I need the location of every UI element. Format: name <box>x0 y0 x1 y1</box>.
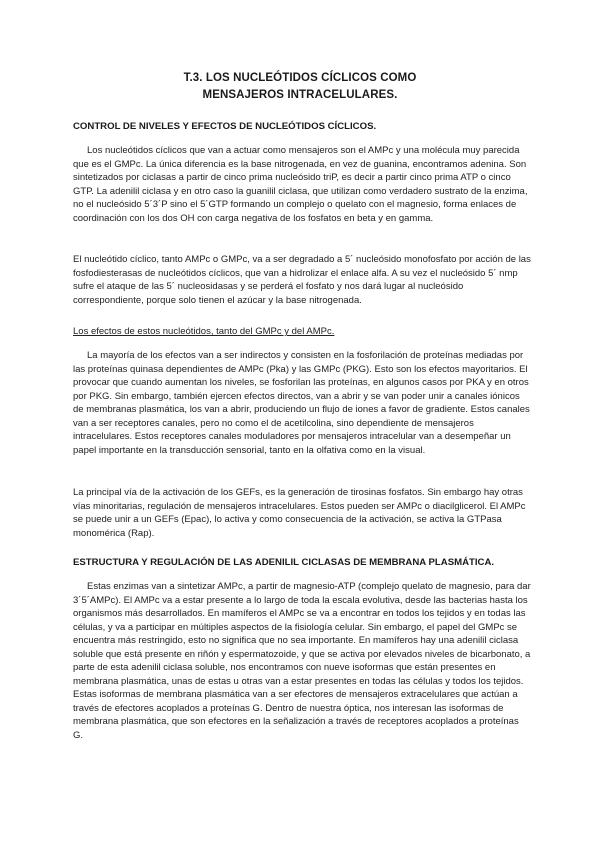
section-heading-control: CONTROL DE NIVELES Y EFECTOS DE NUCLEÓTIDOS CÍCLICOS. <box>73 121 377 132</box>
paragraph-degradacion: El nucleótido cíclico, tanto AMPc o GMPc, va a ser degradado a 5´ nucleósido monofosfato por acción de las fosfodiesterasas de nucleótidos cíclicos, que van a hidrolizar el enlace alfa. A su vez el nucleósido 5´ nmp sufre el ataque de las 5´ nucleosidasas y se perderá el fosfato y nos dará lugar al nucleósido correspondiente, porque solo tienen el azúcar y la base nitrogenada. <box>73 254 531 306</box>
paragraph-efectos: La mayoría de los efectos van a ser indirectos y consisten en la fosforilación de proteínas mediadas por las proteínas quinasa dependientes de AMPc (Pka) y las GMPc (PKG). Esto son los efectos mayoritarios. El provocar que cuando aumentan los niveles, se fosforilan las proteínas, en algunos casos por PKA y en otros por PKG. Sin embargo, también ejercen efectos directos, van a abrir y se van poder unir a canales iónicos de membranas plasmática, los van a abrir, produciendo un flujo de iones a favor de gradiente. Estos canales van a ser receptores canales, pero no como el de acetilcolina, sino dependiente de mensajeros intracelulares. Estos receptores canales moduladores por mensajeros intracelular van a desempeñar un papel importante en la transducción sensorial, tanto en la olfativa como en la visual. <box>73 350 530 456</box>
paragraph-sintesis: Los nucleótidos cíclicos que van a actuar como mensajeros son el AMPc y una molécula muy parecida que es el GMPc. La única diferencia es la base nitrogenada, en vez de guanina, encontramos adenina. Son sintetizados por ciclasas a partir de cinco prima nucleósido triP, es decir a partir cinco prima ATP o cinco GTP. La adenilil ciclasa y en otro caso la guanilil ciclasa, que utilizan como verdadero sustrato de la enzima, no el nucleósido 5´3´P sino el 5´GTP formando un complejo o quelato con el magnesio, forma enlaces de coordinación con los dos OH con carga negativa de los fosfatos en beta y en gamma. <box>73 145 528 224</box>
document-title-line2: MENSAJEROS INTRACELULARES. <box>202 89 398 101</box>
paragraph-adenilil-ciclasas: Estas enzimas van a sintetizar AMPc, a partir de magnesio-ATP (complejo quelato de magnesio, para dar 3´5´AMPc). El AMPc va a estar presente a lo largo de toda la escala evolutiva, desde las bacterias hasta los organismos más desarrollados. En mamíferos el AMPc se va a encontrar en todos los tejidos y en todas las células, y va a participar en múltiples aspectos de la fisiología celular. Sin embargo, el papel del GMPc se encuentra más restringido, esto no significa que no sea importante. En mamíferos hay una adenilil ciclasa soluble que está presente en riñón y espermatozoide, y que se activa por elevados niveles de bicarbonato, a parte de esta adenilil ciclasa soluble, nos encontramos con nueve isoformas que están presentes en membrana plasmática, unas de estas u otras van a estar presentes en todas las células y todos los tejidos. Estas isoformas de membrana plasmática van a ser efectores de mensajeros extracelulares que actúan a través de efectores acoplados a proteínas G. Dentro de nuestra óptica, nos interesan las isoformas de membrana plasmática, que son efectores en la señalización a través de receptores acoplados a proteínas G. <box>73 581 531 741</box>
section-heading-estructura: ESTRUCTURA Y REGULACIÓN DE LAS ADENILIL CICLASAS DE MEMBRANA PLASMÁTICA. <box>73 557 495 568</box>
paragraph-gefs: La principal vía de la activación de los GEFs, es la generación de tirosinas fosfatos. Sin embargo hay otras vías minoritarias, regulación de mensajeros intracelulares. Estos pueden ser AMPc o diacilglicerol. El AMPc se puede unir a un GEFs (Epac), lo activa y como consecuencia de la activación, se activa la GTPasa monomérica (Rap). <box>73 487 526 539</box>
subheading-efectos: Los efectos de estos nucleótidos, tanto del GMPc y del AMPc. <box>73 326 335 337</box>
document-title-line1: T.3. LOS NUCLEÓTIDOS CÍCLICOS COMO <box>183 72 417 84</box>
